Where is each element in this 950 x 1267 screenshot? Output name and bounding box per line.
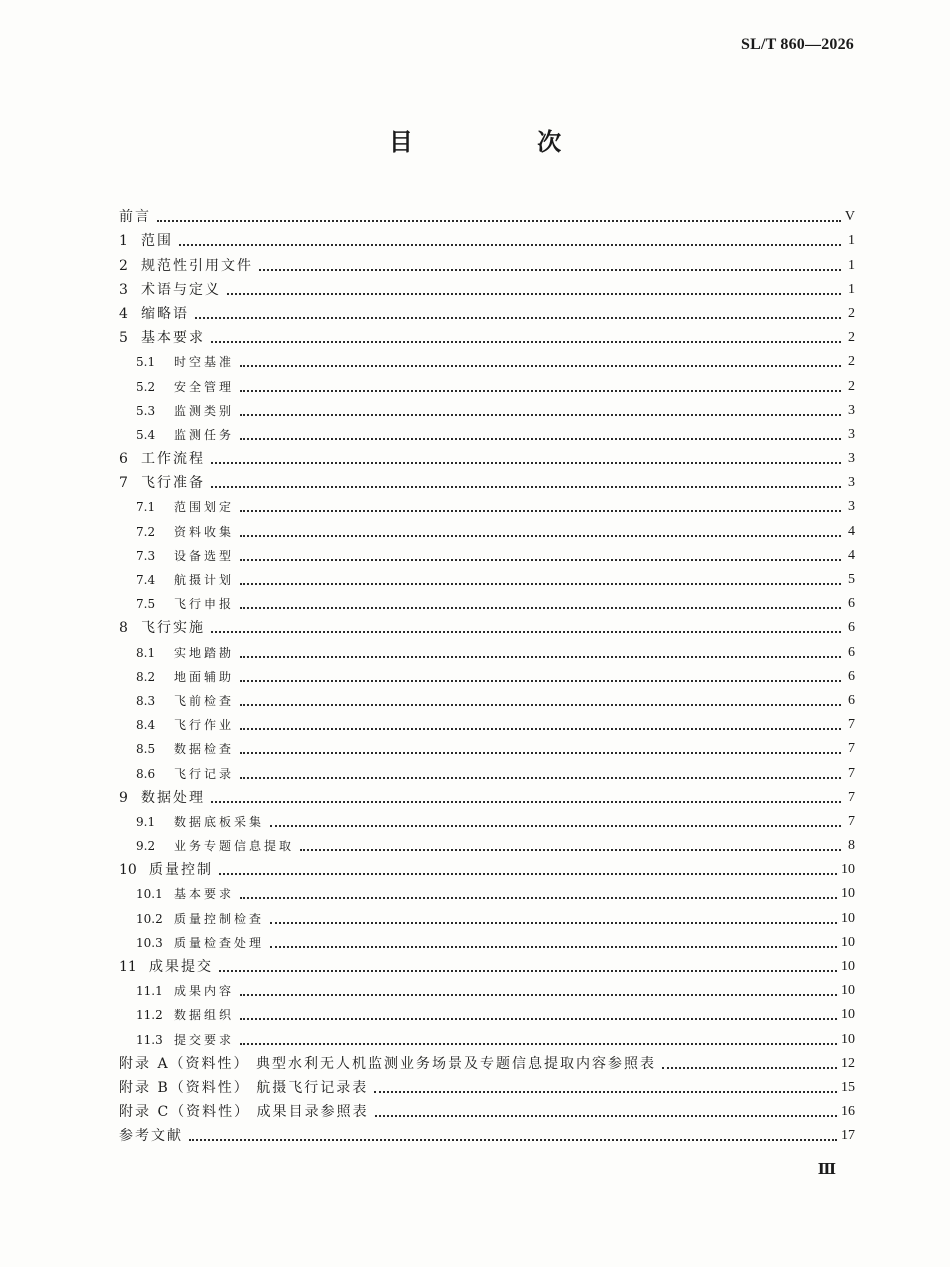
toc-entry[interactable] <box>119 541 855 565</box>
toc-entry-label: 成果内容 <box>174 984 235 999</box>
toc-entry[interactable] <box>119 1073 855 1097</box>
dot-leader <box>195 317 841 319</box>
toc-entry-label: 范围划定 <box>174 500 235 515</box>
dot-leader <box>240 777 841 779</box>
toc-entry[interactable] <box>119 710 855 734</box>
toc-entry-label: 附录 C（资料性） 成果目录参照表 <box>119 1104 369 1121</box>
toc-entry-number: 7.3 <box>136 548 156 563</box>
toc-entry-label: 数据组织 <box>174 1008 235 1023</box>
toc-entry-label: 质量检查处理 <box>174 935 265 950</box>
toc-entry-label: 飞行申报 <box>174 597 235 612</box>
toc-entry-number: 9.1 <box>136 814 156 829</box>
toc-entry-page: 15 <box>841 1079 855 1095</box>
dot-leader <box>240 1043 837 1045</box>
toc-entry-number: 8.3 <box>136 693 156 708</box>
toc-entry-page: 16 <box>841 1104 855 1120</box>
toc-entry-label: 规范性引用文件 <box>141 257 253 274</box>
dot-leader <box>211 341 841 343</box>
dot-leader <box>240 680 841 682</box>
toc-entry[interactable] <box>119 468 855 492</box>
toc-entry[interactable] <box>119 1121 855 1145</box>
dot-leader <box>240 414 841 416</box>
dot-leader <box>240 510 841 512</box>
toc-entry-number: 5.3 <box>136 403 156 418</box>
toc-entry[interactable] <box>119 396 855 420</box>
toc-entry-page: 10 <box>841 886 855 902</box>
toc-entry[interactable] <box>119 226 855 250</box>
toc-entry-page: 3 <box>848 451 855 467</box>
toc-entry-number: 7.1 <box>136 500 156 515</box>
toc-entry-label: 航摄计划 <box>174 573 235 587</box>
toc-entry-label: 提交要求 <box>174 1032 235 1047</box>
toc-entry-number: 11 <box>119 959 137 975</box>
toc-entry-label: 监测类别 <box>174 403 235 418</box>
toc-entry[interactable] <box>119 758 855 782</box>
toc-entry[interactable] <box>119 250 855 274</box>
toc-entry-label: 时空基准 <box>174 355 235 370</box>
toc-entry-label: 飞行记录 <box>174 766 235 781</box>
toc-entry-label: 实地踏勘 <box>174 645 235 660</box>
toc-entry-label: 基本要求 <box>174 887 235 902</box>
toc-entry[interactable] <box>119 492 855 516</box>
dot-leader <box>211 462 841 464</box>
toc-entry-number: 10 <box>119 862 137 879</box>
toc-entry-number: 10.2 <box>136 911 163 926</box>
toc-entry-page: 7 <box>848 765 855 781</box>
toc-entry[interactable] <box>119 976 855 1000</box>
dot-leader <box>240 704 841 706</box>
toc-entry-number: 7 <box>119 475 128 492</box>
toc-entry-number: 8 <box>119 620 128 637</box>
toc-entry-label: 质量控制检查 <box>174 911 265 926</box>
toc-entry-label: 数据底板采集 <box>174 814 265 829</box>
toc-entry[interactable] <box>119 613 855 637</box>
toc-entry-number: 5 <box>119 330 128 347</box>
dot-leader <box>662 1067 837 1069</box>
toc-entry-page: 10 <box>841 959 855 974</box>
toc-entry-label: 基本要求 <box>141 330 205 347</box>
dot-leader <box>227 293 841 295</box>
toc-entry-label: 附录 B（资料性） 航摄飞行记录表 <box>119 1079 369 1096</box>
toc-entry-label: 数据检查 <box>174 742 235 757</box>
toc-entry[interactable] <box>119 879 855 903</box>
toc-entry-page: 1 <box>848 257 855 273</box>
toc-entry-number: 1 <box>119 233 128 250</box>
dot-leader <box>240 390 841 392</box>
dot-leader <box>270 922 837 924</box>
toc-entry[interactable] <box>119 686 855 710</box>
toc-entry[interactable] <box>119 323 855 347</box>
toc-entry-page: 2 <box>848 378 855 394</box>
dot-leader <box>189 1139 837 1141</box>
toc-entry-number: 5.1 <box>136 355 156 370</box>
toc-entry-page: 12 <box>841 1055 855 1071</box>
toc-entry-page: 10 <box>841 862 855 878</box>
toc-entry[interactable] <box>119 734 855 758</box>
toc-entry-number: 7.2 <box>136 524 156 539</box>
toc-entry[interactable] <box>119 928 855 952</box>
standard-code: SL/T 860—2026 <box>741 36 854 53</box>
dot-leader <box>240 559 841 561</box>
toc-entry-label: 成果提交 <box>149 959 213 975</box>
toc-entry-label: 设备选型 <box>174 548 235 563</box>
toc-entry[interactable] <box>119 202 855 226</box>
toc-entry-page: 2 <box>848 354 855 370</box>
toc-entry-page: 7 <box>848 717 855 733</box>
toc-entry-label: 前言 <box>119 209 151 226</box>
toc-entry-label: 业务专题信息提取 <box>174 839 295 854</box>
toc-entry-number: 8.6 <box>136 766 156 781</box>
toc-entry-number: 8.1 <box>136 645 156 660</box>
table-of-contents <box>119 202 855 1145</box>
dot-leader <box>240 583 841 585</box>
toc-entry-page: 7 <box>848 813 855 829</box>
dot-leader <box>259 269 841 271</box>
toc-entry-page: 3 <box>848 499 855 515</box>
toc-entry-label: 术语与定义 <box>141 281 221 298</box>
toc-entry-label: 飞行实施 <box>141 620 205 637</box>
toc-entry[interactable] <box>119 783 855 807</box>
toc-entry-number: 11.2 <box>136 1008 163 1023</box>
dot-leader <box>240 438 841 440</box>
toc-entry-label: 数据处理 <box>141 789 205 806</box>
toc-entry-number: 2 <box>119 257 128 274</box>
toc-entry[interactable] <box>119 275 855 299</box>
dot-leader <box>375 1115 837 1117</box>
toc-entry-label: 飞行准备 <box>141 475 205 492</box>
toc-entry-number: 8.2 <box>136 669 156 684</box>
dot-leader <box>300 849 841 851</box>
toc-entry[interactable] <box>119 662 855 686</box>
toc-entry-number: 6 <box>119 451 128 468</box>
toc-entry-number: 5.2 <box>136 379 156 394</box>
toc-entry-page: 7 <box>848 789 855 805</box>
toc-entry-page: 3 <box>848 402 855 418</box>
footer-page-number: Ⅲ <box>817 1162 836 1178</box>
toc-entry-label: 飞前检查 <box>174 693 235 708</box>
toc-entry-page: 2 <box>848 305 855 321</box>
dot-leader <box>240 897 837 899</box>
toc-entry-page: 2 <box>848 330 855 346</box>
toc-entry[interactable] <box>119 347 855 371</box>
toc-entry[interactable] <box>119 831 855 855</box>
dot-leader <box>219 970 837 972</box>
toc-entry-page: 6 <box>848 596 855 612</box>
toc-entry-label: 缩略语 <box>141 305 189 322</box>
toc-entry-page: 6 <box>848 620 855 636</box>
toc-entry-page: 17 <box>841 1128 855 1144</box>
toc-entry-label: 范围 <box>141 233 173 250</box>
toc-entry-page: 10 <box>841 910 855 926</box>
toc-entry[interactable] <box>119 299 855 323</box>
dot-leader <box>219 873 837 875</box>
toc-entry-label: 安全管理 <box>174 379 235 394</box>
toc-entry-page: 3 <box>848 475 855 491</box>
toc-entry[interactable] <box>119 565 855 589</box>
toc-entry[interactable] <box>119 1000 855 1024</box>
toc-entry-label: 资料收集 <box>174 524 235 539</box>
dot-leader <box>270 825 841 827</box>
dot-leader <box>240 994 837 996</box>
dot-leader <box>240 656 841 658</box>
toc-entry[interactable] <box>119 1024 855 1048</box>
toc-entry-number: 10.1 <box>136 887 163 902</box>
toc-entry-page: 1 <box>848 233 855 249</box>
toc-entry-number: 7.5 <box>136 597 156 612</box>
toc-entry-label: 监测任务 <box>174 427 235 442</box>
toc-entry-page: 6 <box>848 692 855 708</box>
toc-entry[interactable] <box>119 516 855 540</box>
toc-entry-page: 10 <box>841 934 855 950</box>
dot-leader <box>211 486 841 488</box>
toc-entry[interactable] <box>119 420 855 444</box>
toc-entry-page: 8 <box>848 838 855 854</box>
dot-leader <box>270 946 837 948</box>
dot-leader <box>240 607 841 609</box>
toc-entry-number: 7.4 <box>136 573 156 587</box>
toc-entry-label: 地面辅助 <box>174 669 235 684</box>
dot-leader <box>240 752 841 754</box>
toc-entry-number: 9 <box>119 789 128 806</box>
toc-entry-page: 5 <box>848 572 855 587</box>
toc-entry[interactable] <box>119 444 855 468</box>
toc-entry[interactable] <box>119 952 855 976</box>
toc-entry-number: 8.5 <box>136 742 156 757</box>
toc-entry[interactable] <box>119 855 855 879</box>
toc-entry-page: 10 <box>841 1007 855 1023</box>
toc-entry-page: 4 <box>848 523 855 539</box>
dot-leader <box>374 1091 837 1093</box>
dot-leader <box>211 801 841 803</box>
dot-leader <box>157 220 841 222</box>
toc-entry[interactable] <box>119 807 855 831</box>
toc-entry-number: 8.4 <box>136 718 156 733</box>
dot-leader <box>240 535 841 537</box>
dot-leader <box>240 728 841 730</box>
toc-entry-number: 4 <box>119 305 128 322</box>
toc-entry-page: 6 <box>848 668 855 684</box>
toc-entry-number: 11.3 <box>136 1032 163 1047</box>
toc-entry-page: 10 <box>841 983 855 999</box>
toc-entry[interactable] <box>119 589 855 613</box>
toc-entry[interactable] <box>119 1049 855 1073</box>
toc-entry-page: 7 <box>848 741 855 757</box>
toc-entry-number: 11.1 <box>136 984 163 999</box>
toc-entry-page: 10 <box>841 1031 855 1047</box>
toc-entry[interactable] <box>119 371 855 395</box>
toc-entry-label: 飞行作业 <box>174 718 235 733</box>
dot-leader <box>240 365 841 367</box>
toc-entry[interactable] <box>119 903 855 927</box>
dot-leader <box>211 631 841 633</box>
dot-leader <box>179 244 841 246</box>
toc-entry-number: 9.2 <box>136 839 156 854</box>
toc-entry-label: 工作流程 <box>141 451 205 468</box>
toc-entry-label: 参考文献 <box>119 1128 183 1145</box>
toc-entry[interactable] <box>119 1097 855 1121</box>
dot-leader <box>240 1018 837 1020</box>
toc-entry-page: 3 <box>848 426 855 442</box>
toc-entry-page: 4 <box>848 547 855 563</box>
toc-entry-page: 6 <box>848 644 855 660</box>
toc-entry-label: 质量控制 <box>149 862 213 879</box>
toc-entry-number: 10.3 <box>136 935 163 950</box>
toc-entry[interactable] <box>119 637 855 661</box>
toc-entry-label: 附录 A（资料性） 典型水利无人机监测业务场景及专题信息提取内容参照表 <box>119 1055 657 1072</box>
page-title: 目 次 <box>388 128 620 156</box>
toc-entry-number: 5.4 <box>136 427 156 442</box>
toc-entry-number: 3 <box>119 281 128 298</box>
toc-entry-page: 1 <box>848 281 855 297</box>
toc-entry-page: V <box>844 209 855 225</box>
